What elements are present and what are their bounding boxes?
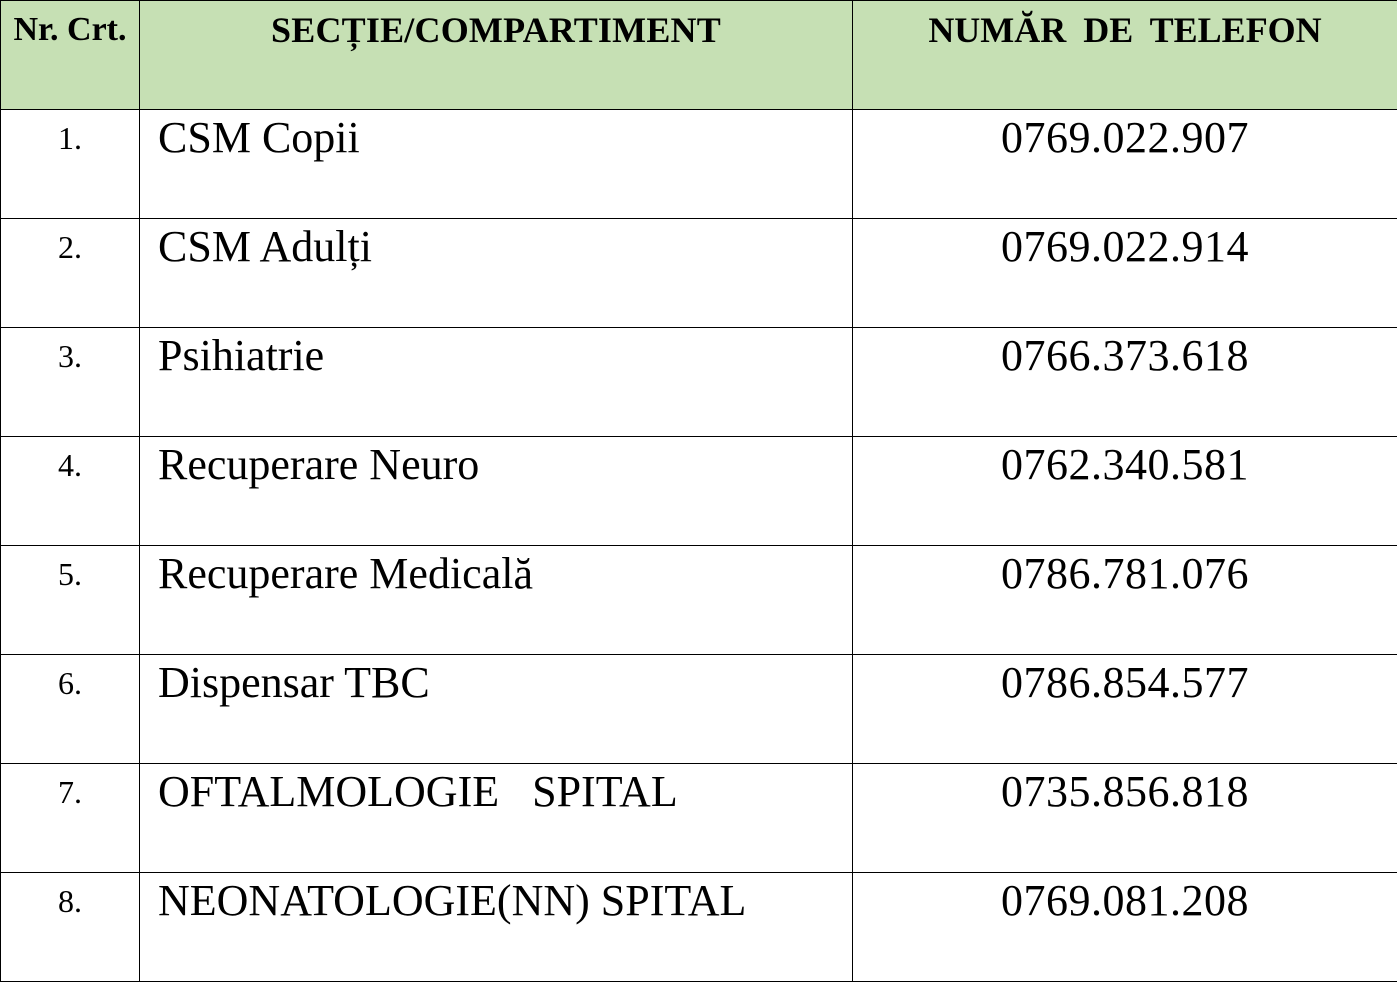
row-phone: 0769.081.208: [853, 873, 1397, 982]
row-phone: 0735.856.818: [853, 764, 1397, 873]
row-phone: 0762.340.581: [853, 437, 1397, 546]
row-section: Dispensar TBC: [140, 655, 853, 764]
table-row: [1, 437, 1397, 546]
table-header-row: [1, 1, 1397, 110]
row-number: 5.: [1, 546, 140, 655]
row-number: 2.: [1, 219, 140, 328]
row-phone: 0769.022.914: [853, 219, 1397, 328]
header-section: SECȚIE/COMPARTIMENT: [140, 1, 853, 110]
row-section: OFTALMOLOGIE SPITAL: [140, 764, 853, 873]
header-phone: NUMĂR DE TELEFON: [853, 1, 1397, 110]
table-row: [1, 546, 1397, 655]
table-row: [1, 328, 1397, 437]
row-section: NEONATOLOGIE(NN) SPITAL: [140, 873, 853, 982]
row-number: 6.: [1, 655, 140, 764]
table-row: [1, 764, 1397, 873]
table-row: [1, 219, 1397, 328]
row-number: 4.: [1, 437, 140, 546]
header-nr-crt: Nr. Crt.: [1, 1, 140, 110]
row-phone: 0786.854.577: [853, 655, 1397, 764]
row-number: 1.: [1, 110, 140, 219]
table-row: [1, 873, 1397, 982]
row-number: 8.: [1, 873, 140, 982]
row-number: 7.: [1, 764, 140, 873]
row-phone: 0766.373.618: [853, 328, 1397, 437]
row-section: CSM Copii: [140, 110, 853, 219]
row-section: CSM Adulți: [140, 219, 853, 328]
row-number: 3.: [1, 328, 140, 437]
table-row: [1, 655, 1397, 764]
row-section: Recuperare Medicală: [140, 546, 853, 655]
table-row: [1, 110, 1397, 219]
row-phone: 0786.781.076: [853, 546, 1397, 655]
row-section: Recuperare Neuro: [140, 437, 853, 546]
row-section: Psihiatrie: [140, 328, 853, 437]
row-phone: 0769.022.907: [853, 110, 1397, 219]
